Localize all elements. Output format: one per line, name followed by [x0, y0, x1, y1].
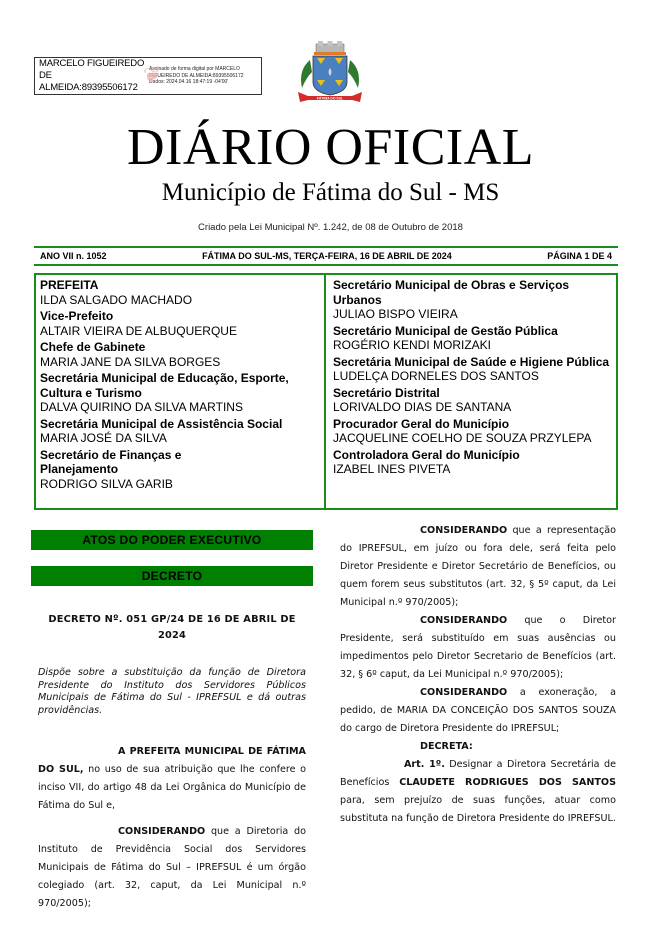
decree-right-column [340, 522, 616, 828]
coat-of-arms-icon [288, 40, 372, 106]
considering-label: CONSIDERANDO [420, 687, 508, 698]
digital-signature-stamp[interactable] [34, 57, 262, 95]
authority-name: RODRIGO SILVA GARIB [40, 476, 173, 491]
authority-name: ILDA SALGADO MACHADO [40, 292, 193, 307]
authority-entry [333, 278, 612, 322]
authority-role: Vice-Prefeito [40, 309, 114, 323]
svg-text:FÁTIMA DO SUL: FÁTIMA DO SUL [316, 96, 344, 101]
authority-name: JULIAO BISPO VIEIRA [333, 307, 458, 321]
section-header-decree: DECRETO [31, 566, 313, 586]
authority-role: Secretária Municipal de Educação, Esporte, Cultura e Turismo [40, 371, 289, 400]
edition-date: FÁTIMA DO SUL-MS, TERÇA-FEIRA, 16 DE ABRIL DE 2024 [202, 251, 452, 261]
creation-law: Criado pela Lei Municipal Nº. 1.242, de 08 de Outubro de 2018 [198, 222, 463, 233]
authority-role: Secretário Distrital [333, 385, 440, 400]
authority-entry [333, 355, 612, 384]
authority-role: Secretário Municipal de Gestão Pública [333, 323, 558, 338]
article-1 [340, 756, 616, 828]
decree-title: DECRETO Nº. 051 GP/24 DE 16 DE ABRIL DE 2024 [48, 614, 296, 641]
considering-text: que o Diretor Presidente, será substituído em suas ausências ou impedimentos pelo Diretor Secretario de Benefícios (art. 32, § 6º caput, da Lei Municipal n.º 970/2005); [340, 615, 616, 680]
considering-paragraph [340, 522, 616, 612]
authority-entry [333, 324, 612, 353]
article-label: Art. 1º. [404, 759, 445, 770]
considering-label: CONSIDERANDO [420, 525, 508, 536]
authority-name: MARIA JANE DA SILVA BORGES [40, 354, 221, 369]
designated-person: CLAUDETE RODRIGUES DOS SANTOS [399, 777, 616, 788]
signer-name-line1: MARCELO FIGUEIREDO DE [39, 58, 145, 81]
considering-paragraph [340, 612, 616, 684]
considering-paragraph [340, 684, 616, 738]
authority-entry [40, 278, 320, 307]
signer-name [39, 58, 145, 94]
considering-text: que a Diretoria do Instituto de Previdência Social dos Servidores Municipais de Fátima do Sul – IPREFSUL é um órgão colegiado (art. 32, caput, da Lei Municipal n.º 970/2005); [38, 826, 306, 909]
decree-left-column [38, 612, 306, 913]
authority-role: Secretário Municipal de Obras e Serviços Urbanos [333, 278, 570, 307]
authority-entry [40, 309, 320, 338]
signature-timestamp: Dados: 2024.04.16 18:47:19 -04'00' [149, 79, 229, 86]
authority-role: Secretária Municipal de Assistência Social [40, 416, 283, 431]
article-text: Designar a Diretora Secretária de Benefícios [340, 759, 616, 788]
authority-entry [333, 448, 612, 477]
considering-text: a exoneração, a pedido, de MARIA DA CONCEIÇÃO DOS SANTOS SOUZA do cargo de Diretora Presidente do IPREFSUL; [340, 687, 616, 734]
preamble-text: no uso de sua atribuição que lhe confere o inciso VII, do artigo 48 da Lei Orgânica do Município de Fátima do Sul e, [38, 764, 306, 811]
authority-entry [333, 417, 612, 446]
decree-preamble [38, 743, 306, 815]
signature-info-line1: Assinado de forma digital por MARCELO [149, 66, 240, 73]
authority-name: DALVA QUIRINO DA SILVA MARTINS [40, 400, 243, 414]
considering-label: CONSIDERANDO [420, 615, 508, 626]
edition-number: ANO VII n. 1052 [40, 251, 107, 261]
authorities-box [34, 273, 618, 510]
signer-name-line2: ALMEIDA:89395506172 [39, 82, 138, 93]
signature-info-line2: FIGUEIREDO DE ALMEIDA:89395506172 [149, 72, 244, 79]
authority-name: IZABEL INES PIVETA [333, 462, 451, 476]
considering-label: CONSIDERANDO [118, 826, 206, 837]
masthead-subtitle: Município de Fátima do Sul - MS [161, 179, 500, 206]
authority-entry [40, 340, 320, 369]
authority-role: Secretário de Finanças e Planejamento [40, 447, 182, 476]
authority-role: PREFEITA [40, 278, 99, 292]
authority-name: JACQUELINE COELHO DE SOUZA PRZYLEPA [333, 431, 592, 445]
authority-name: LUDELÇA DORNELES DOS SANTOS [333, 369, 539, 383]
authority-entry [333, 386, 612, 415]
considering-paragraph [38, 823, 306, 913]
authority-role: Procurador Geral do Município [333, 416, 510, 431]
preamble-authority: A PREFEITA MUNICIPAL DE FÁTIMA DO SUL, [38, 746, 306, 775]
authorities-right-column [326, 275, 616, 508]
authority-name: ALTAIR VIEIRA DE ALBUQUERQUE [40, 323, 237, 338]
pdf-signature-icon: ❦ [143, 63, 162, 88]
decrees-heading [340, 738, 616, 756]
page-number: PÁGINA 1 DE 4 [547, 251, 612, 261]
authority-entry [40, 371, 320, 415]
decrees-label: DECRETA: [420, 741, 473, 752]
authority-role: Controladora Geral do Município [333, 447, 520, 462]
authority-entry [40, 417, 320, 446]
section-header-executive-acts: ATOS DO PODER EXECUTIVO [31, 530, 313, 550]
authority-role: Secretária Municipal de Saúde e Higiene Pública [333, 354, 610, 369]
authority-entry [40, 448, 320, 492]
article-text-continued: para, sem prejuízo de suas funções, atuar como substituta na função de Diretora Presidente do IPREFSUL. [340, 795, 616, 824]
authority-name: LORIVALDO DIAS DE SANTANA [333, 400, 512, 414]
decree-summary: Dispõe sobre a substituição da função de Diretora Presidente do Instituto dos Servidores Públicos Municipais de Fátima do Sul - IPREFSUL e dá outras providências. [38, 667, 306, 716]
signature-details [149, 66, 257, 86]
authority-name: ROGÉRIO KENDI MORIZAKI [333, 338, 492, 352]
considering-text: que a representação do IPREFSUL, em juízo ou fora dele, será feita pelo Diretor Presidente e Diretor Secretário de Benefícios, ou quem forem seus substitutos (art. 32, § 5º caput, da Lei Municipal n.º 970/2005); [340, 525, 616, 608]
authority-name: MARIA JOSÉ DA SILVA [40, 431, 167, 445]
authority-role: Chefe de Gabinete [40, 340, 146, 354]
authorities-left-column [36, 275, 326, 508]
masthead-title: DIÁRIO OFICIAL [126, 119, 535, 176]
edition-bar [34, 246, 618, 266]
